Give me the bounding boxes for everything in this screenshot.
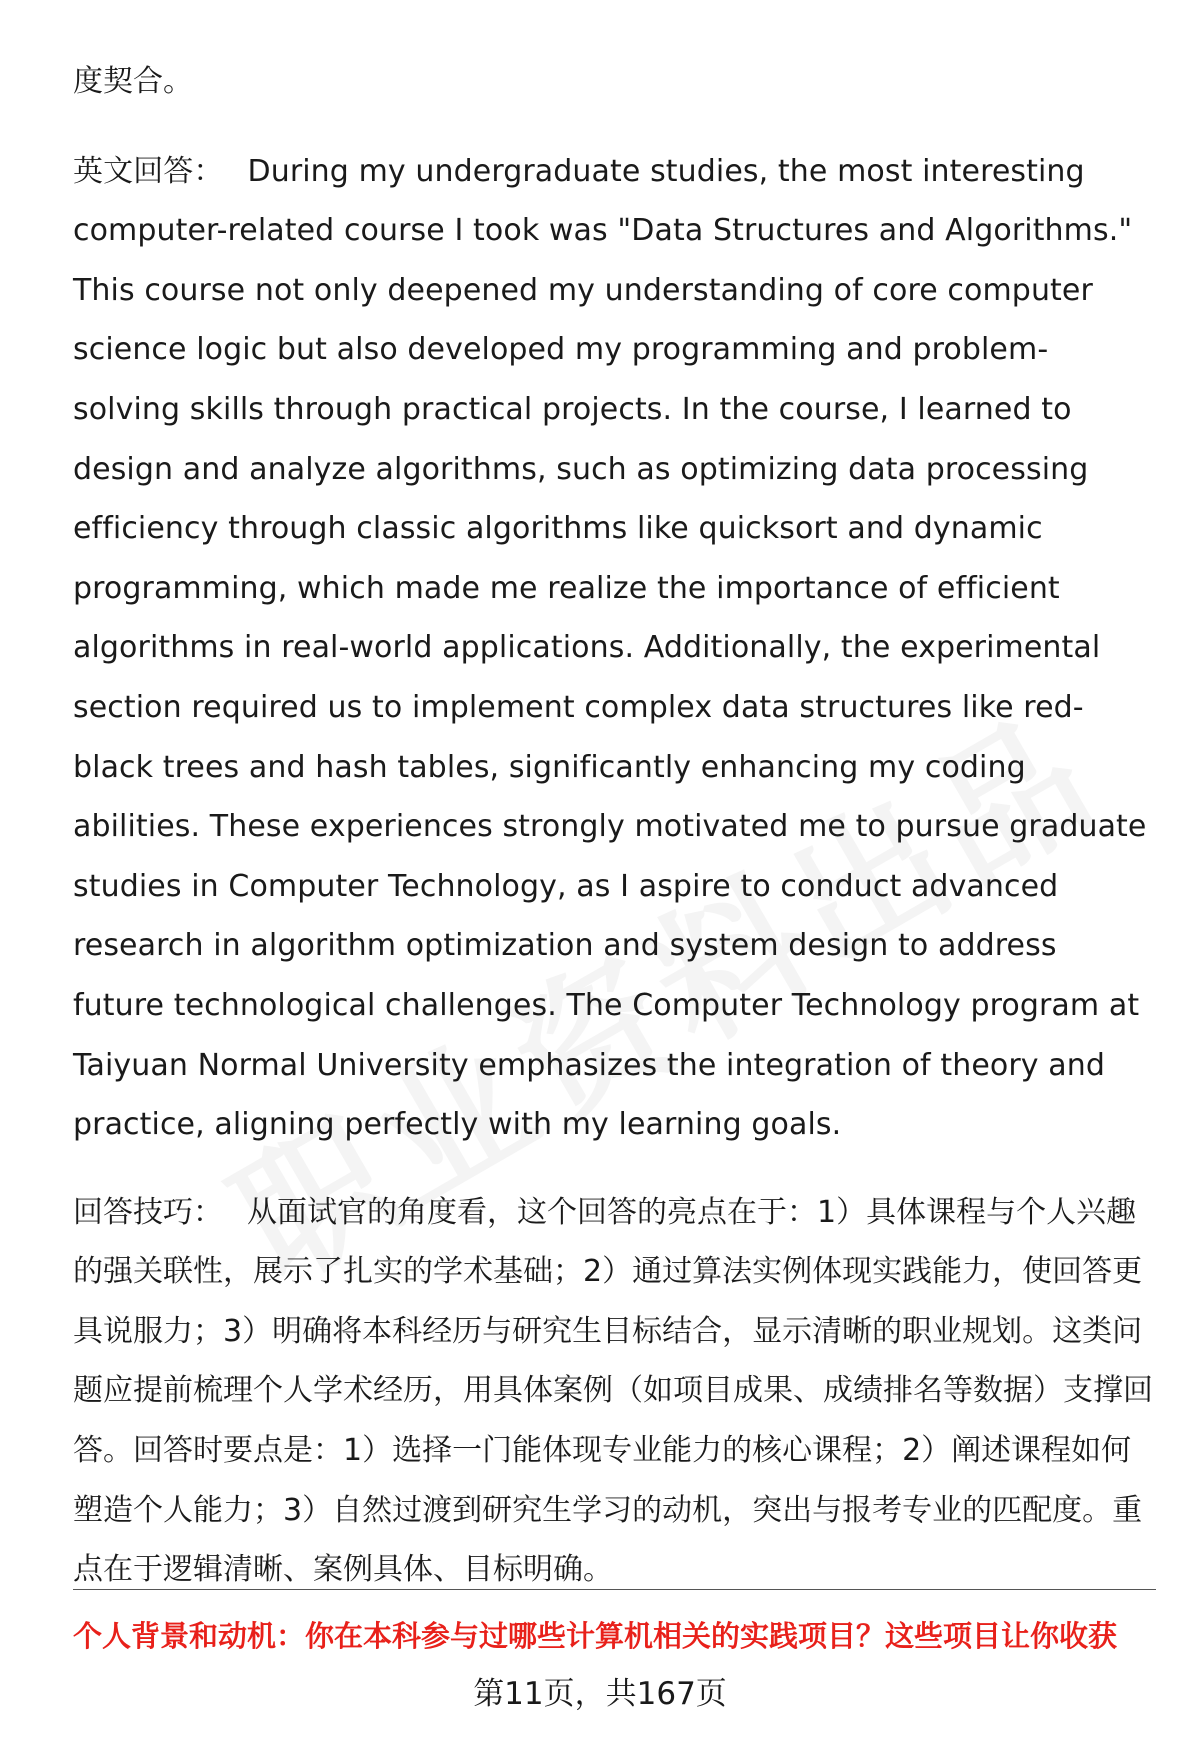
page-indicator: 第11页，共167页 — [473, 1676, 727, 1712]
tips-text: 从面试官的角度看，这个回答的亮点在于：1）具体课程与个人兴趣的强关联性，展示了扎实的学术基础；2）通过算法实例体现实践能力，使回答更具说服力；3）明确将本科经历与研究生目标结合，显示清晰的职业规划。这类问题应提前梳理个人学术经历，用具体案例（如项目成果、成绩排名等数据）支撑回答。回答时要点是：1）选择一门能体现专业能力的核心课程；2）阐述课程如何塑造个人能力；3）自然过渡到研究生学习的动机，突出与报考专业的匹配度。重点在于逻辑清晰、案例具体、目标明确。 — [73, 1194, 1153, 1588]
english-answer-text: During my undergraduate studies, the most interesting computer-related course I took was "Data Structures and Algorithms." This course not only deepened my understanding of core computer science logic but also developed my programming and problem-solving skills through practical projects. In the course, I learned to design and analyze algorithms, such as optimizing data processing efficiency through classic algorithms like quicksort and dynamic programming, which made me realize the importance of efficient algorithms in real-world applications. Additionally, the experimental section required us to implement complex data structures like red-black trees and hash tables, significantly enhancing my coding abilities. These experiences strongly motivated me to pursue graduate studies in Computer Technology, as I aspire to conduct advanced research in algorithm optimization and system design to address future technological challenges. The Computer Technology program at Taiyuan Normal University emphasizes the integration of theory and practice, aligning perfectly with my learning goals. — [73, 153, 1147, 1143]
continued-paragraph — [73, 52, 1153, 112]
section-divider — [73, 1589, 1156, 1590]
english-answer-label: 英文回答： — [73, 153, 224, 189]
tips-paragraph — [73, 1183, 1153, 1600]
tips-label: 回答技巧： — [73, 1194, 223, 1230]
page-content — [73, 52, 1153, 1600]
english-answer-paragraph — [73, 142, 1153, 1155]
continued-line: 度契合。 — [73, 64, 193, 99]
next-question-heading: 个人背景和动机：你在本科参与过哪些计算机相关的实践项目？这些项目让你收获 — [73, 1619, 1118, 1653]
